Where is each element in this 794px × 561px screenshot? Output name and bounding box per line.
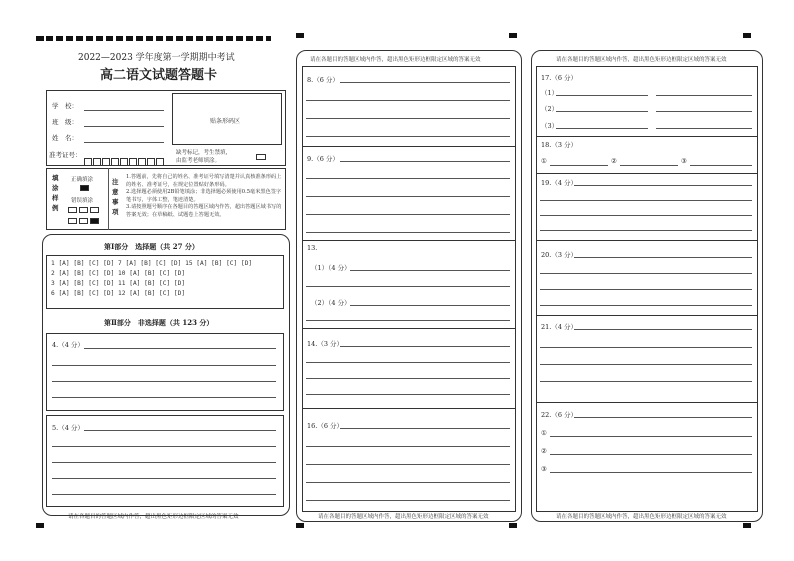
answer-line[interactable] — [350, 270, 510, 271]
answer-line[interactable] — [540, 381, 752, 382]
answer-line[interactable] — [340, 346, 510, 347]
correct-fill-label: 正确填涂 — [71, 177, 94, 183]
wrong-fill-samples — [68, 206, 99, 213]
answer-line[interactable] — [84, 430, 276, 431]
wrong-fill-label: 错误填涂 — [71, 198, 94, 204]
school-field[interactable] — [84, 110, 164, 111]
answer-line[interactable] — [540, 273, 752, 274]
exam-no-label: 准考证号： — [49, 151, 82, 159]
q20-label: 20.（3 分） — [541, 251, 578, 259]
question-divider — [302, 408, 516, 409]
notes-list — [126, 174, 282, 219]
notes-title: 注意事项 — [112, 178, 119, 216]
bottom-right-warning: 请在各题目的答题区域内作答，超出黑色矩形边框限定区域的答案无效 — [556, 514, 727, 520]
question-divider — [302, 146, 516, 147]
answer-line[interactable] — [656, 111, 752, 112]
q13-label: 13. — [307, 244, 318, 252]
q17-1-label: （1） — [541, 89, 559, 97]
answer-line[interactable] — [84, 348, 276, 349]
answer-line[interactable] — [540, 364, 752, 365]
question-divider — [302, 240, 516, 241]
registration-mark — [509, 33, 517, 38]
registration-mark — [509, 523, 517, 528]
mcq-row[interactable]: 1 [A] [B] [C] [D] 7 [A] [B] [C] [D] 15 [A] [B] [C] [D] — [51, 260, 253, 267]
q13-2-label: （2）（4 分） — [311, 299, 351, 307]
q17-3-label: （3） — [541, 122, 559, 130]
q16-label: 16.（6 分） — [307, 422, 344, 430]
mcq-row[interactable]: 2 [A] [B] [C] [D] 10 [A] [B] [C] [D] — [51, 270, 186, 277]
top-right-warning: 请在各题目的答题区域内作答，超出黑色矩形边框限定区域的答案无效 — [556, 57, 727, 63]
answer-line[interactable] — [540, 289, 752, 290]
registration-mark — [743, 523, 751, 528]
registration-mark — [36, 36, 44, 41]
answer-line[interactable] — [656, 128, 752, 129]
registration-mark — [296, 523, 304, 528]
q22-label: 22.（6 分） — [541, 411, 578, 419]
answer-line[interactable] — [556, 95, 648, 96]
answer-line[interactable] — [690, 165, 752, 166]
answer-line[interactable] — [656, 95, 752, 96]
fill-sample-title: 填涂样例 — [52, 174, 59, 212]
registration-mark — [296, 33, 304, 38]
note-item: 2.选择题必须使用2B铅笔填涂；非选择题必须使用0.5毫米黑色签字笔书写，字体工整，笔迹清楚。 — [126, 189, 282, 203]
q18-a-label: ① — [541, 157, 547, 165]
absent-note-line1: 缺考标记，考生禁填， — [176, 150, 232, 156]
q17-2-label: （2） — [541, 105, 559, 113]
q18-label: 18.（3 分） — [541, 141, 578, 149]
answer-line[interactable] — [540, 347, 752, 348]
answer-line[interactable] — [52, 478, 276, 479]
q5-label: 5.（4 分） — [52, 424, 84, 432]
cross-sample-icon — [79, 207, 88, 213]
answer-line[interactable] — [52, 494, 276, 495]
answer-line[interactable] — [306, 286, 510, 287]
answer-line[interactable] — [306, 362, 510, 363]
answer-line[interactable] — [52, 381, 276, 382]
correct-fill-sample — [80, 185, 89, 191]
answer-line[interactable] — [350, 305, 510, 306]
answer-line[interactable] — [540, 305, 752, 306]
partial-sample-icon — [68, 218, 77, 224]
mcq-row[interactable]: 3 [A] [B] [C] [D] 11 [A] [B] [C] [D] — [51, 280, 186, 287]
q13-1-label: （1）（4 分） — [311, 264, 351, 272]
card-title: 高二语文试题答题卡 — [100, 68, 218, 83]
q14-label: 14.（3 分） — [307, 340, 344, 348]
answer-line[interactable] — [306, 482, 510, 483]
empty-sample-icon — [79, 218, 88, 224]
absent-checkbox[interactable] — [256, 154, 266, 160]
barcode-label: 贴条形码区 — [210, 118, 241, 125]
top-warning: 请在各题目的答题区域内作答，超出黑色矩形边框限定区域的答案无效 — [310, 57, 481, 63]
answer-line[interactable] — [620, 165, 678, 166]
answer-line[interactable] — [306, 118, 510, 119]
answer-line[interactable] — [574, 185, 752, 186]
exam-title: 2022—2023 学年度第一学期期中考试 — [78, 53, 235, 63]
question-divider — [302, 328, 516, 329]
registration-mark — [743, 33, 751, 38]
q9-label: 9.（6 分） — [307, 155, 339, 163]
note-item: 3.请按照题号顺序在各题目的答题区域内作答，超出答题区域书写的答案无效；在草稿纸、试题卷上答题无效。 — [126, 204, 282, 218]
bottom-warning-mid: 请在各题目的答题区域内作答，超出黑色矩形边框限定区域的答案无效 — [318, 514, 489, 520]
q4-label: 4.（4 分） — [52, 341, 84, 349]
top-dash-bar — [46, 36, 271, 41]
answer-line[interactable] — [574, 417, 752, 418]
answer-line[interactable] — [306, 100, 510, 101]
question-divider — [536, 173, 758, 174]
bottom-warning: 请在各题目的答题区域内作答，超出黑色矩形边框限定区域的答案无效 — [68, 514, 239, 520]
answer-line[interactable] — [574, 329, 752, 330]
question-divider — [536, 136, 758, 137]
class-label: 班 级： — [52, 118, 78, 126]
answer-line[interactable] — [550, 436, 752, 437]
answer-line[interactable] — [574, 257, 752, 258]
name-label: 姓 名： — [52, 134, 78, 142]
q8-label: 8.（6 分） — [307, 76, 339, 84]
answer-line[interactable] — [340, 161, 510, 162]
question-divider — [536, 240, 758, 241]
check-sample-icon — [68, 207, 77, 213]
answer-line[interactable] — [52, 446, 276, 447]
answer-line[interactable] — [540, 200, 752, 201]
question-divider — [536, 315, 758, 316]
wrong-fill-samples-2 — [68, 217, 99, 224]
part2-title: 第Ⅱ部分 非选择题（共 123 分） — [104, 318, 214, 327]
absent-note-line2: 由监考老师填涂。 — [176, 158, 221, 164]
answer-line[interactable] — [52, 397, 276, 398]
q18-c-label: ③ — [681, 157, 687, 165]
note-item: 1.答题前，先将自己的姓名、准考证号填写清楚并认真核准条形码上的姓名、准考证号，在规定位置贴好条形码。 — [126, 174, 282, 188]
answer-line[interactable] — [556, 111, 648, 112]
answer-line[interactable] — [52, 462, 276, 463]
part1-title: 第Ⅰ部分 选择题（共 27 分） — [104, 242, 199, 251]
class-field[interactable] — [84, 126, 164, 127]
answer-line[interactable] — [306, 500, 510, 501]
answer-line[interactable] — [306, 464, 510, 465]
answer-line[interactable] — [306, 196, 510, 197]
answer-line[interactable] — [550, 472, 752, 473]
q21-label: 21.（4 分） — [541, 323, 578, 331]
answer-line[interactable] — [306, 320, 510, 321]
q22-c-label: ③ — [541, 465, 547, 473]
answer-line[interactable] — [340, 428, 510, 429]
answer-line[interactable] — [550, 454, 752, 455]
answer-line[interactable] — [306, 136, 510, 137]
answer-line[interactable] — [340, 82, 510, 83]
q17-label: 17.（6 分） — [541, 74, 578, 82]
answer-line[interactable] — [306, 232, 510, 233]
q19-label: 19.（4 分） — [541, 179, 578, 187]
absent-note — [176, 148, 231, 164]
answer-line[interactable] — [556, 128, 648, 129]
answer-line[interactable] — [540, 215, 752, 216]
answer-line[interactable] — [306, 446, 510, 447]
slash-sample-icon — [90, 207, 99, 213]
q22-b-label: ② — [541, 447, 547, 455]
registration-mark — [36, 523, 44, 528]
answer-line[interactable] — [306, 178, 510, 179]
answer-line[interactable] — [52, 365, 276, 366]
q22-a-label: ① — [541, 429, 547, 437]
answer-line[interactable] — [306, 214, 510, 215]
divider — [108, 168, 109, 230]
q18-b-label: ② — [611, 157, 617, 165]
school-label: 学 校： — [52, 102, 78, 110]
name-field[interactable] — [84, 142, 164, 143]
dot-sample-icon — [90, 218, 99, 224]
answer-line[interactable] — [550, 165, 608, 166]
answer-line[interactable] — [306, 394, 510, 395]
answer-line[interactable] — [306, 378, 510, 379]
answer-line[interactable] — [540, 230, 752, 231]
question-divider — [536, 402, 758, 403]
mcq-row[interactable]: 6 [A] [B] [C] [D] 12 [A] [B] [C] [D] — [51, 290, 186, 297]
